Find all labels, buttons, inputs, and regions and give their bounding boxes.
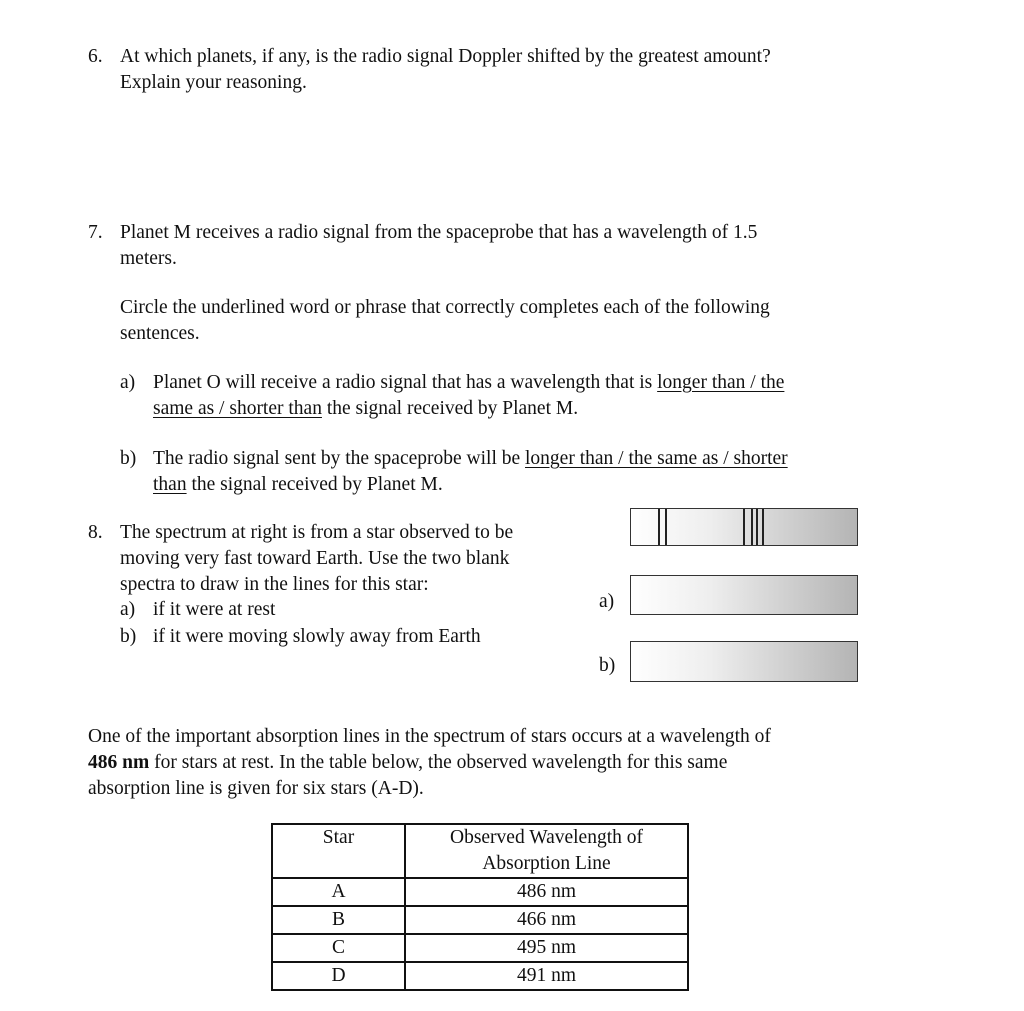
table-row bbox=[272, 878, 688, 906]
header-wavelength bbox=[405, 824, 688, 878]
wavelength-cell: 486 nm bbox=[405, 878, 688, 906]
sub-label: a) bbox=[120, 599, 136, 620]
sub-item-text: if it were at rest bbox=[153, 599, 276, 620]
star-cell: C bbox=[272, 934, 405, 962]
instruction-line: Circle the underlined word or phrase that correctly completes each of the following bbox=[120, 297, 770, 318]
sentence-line bbox=[153, 396, 578, 422]
answer-choices[interactable]: longer than / the bbox=[657, 372, 785, 393]
sub-label: b) bbox=[120, 626, 137, 647]
question-text-line: meters. bbox=[120, 248, 177, 269]
blank-spectrum-a[interactable] bbox=[630, 575, 858, 615]
question-text-line: The spectrum at right is from a star observed to be bbox=[120, 522, 514, 543]
intro-line: One of the important absorption lines in the spectrum of stars occurs at a wavelength of bbox=[88, 726, 771, 747]
header-star-label: Star bbox=[322, 827, 355, 848]
question-number: 7. bbox=[88, 222, 103, 243]
table-row bbox=[272, 934, 688, 962]
question-text-line: Explain your reasoning. bbox=[120, 72, 307, 93]
absorption-line bbox=[762, 509, 764, 545]
absorption-line bbox=[756, 509, 758, 545]
intro-line: absorption line is given for six stars (A-D). bbox=[88, 778, 424, 799]
wavelength-cell: 491 nm bbox=[405, 962, 688, 990]
sentence-line bbox=[153, 472, 443, 498]
intro-line bbox=[88, 750, 727, 776]
sub-item-text: if it were moving slowly away from Earth bbox=[153, 626, 481, 647]
question-text-line: moving very fast toward Earth. Use the two blank bbox=[120, 548, 510, 569]
blank-spectrum-b[interactable] bbox=[630, 641, 858, 682]
absorption-line bbox=[665, 509, 667, 545]
answer-choices[interactable]: than bbox=[153, 474, 187, 495]
intro-text: for stars at rest. In the table below, the observed wavelength for this same bbox=[149, 752, 728, 773]
observed-spectrum bbox=[630, 508, 858, 546]
header-wavelength-line1: Observed Wavelength of bbox=[449, 827, 643, 848]
absorption-line bbox=[743, 509, 745, 545]
question-number: 8. bbox=[88, 522, 103, 543]
sub-label: b) bbox=[120, 448, 137, 469]
star-cell: D bbox=[272, 962, 405, 990]
sentence-line bbox=[153, 370, 784, 396]
star-cell: A bbox=[272, 878, 405, 906]
sentence-text: The radio signal sent by the spaceprobe will be bbox=[153, 448, 526, 469]
table-header-row bbox=[272, 824, 688, 878]
question-number: 6. bbox=[88, 46, 103, 67]
absorption-line bbox=[751, 509, 753, 545]
sub-label: a) bbox=[120, 372, 136, 393]
question-text-line: Planet M receives a radio signal from the spaceprobe that has a wavelength of 1.5 bbox=[120, 222, 758, 243]
answer-choices[interactable]: longer than / the same as / shorter bbox=[525, 448, 788, 469]
rest-wavelength: 486 nm bbox=[88, 752, 150, 773]
spectrum-a-label: a) bbox=[599, 591, 615, 612]
header-wavelength-line2: Absorption Line bbox=[482, 853, 611, 874]
spectrum-b-label: b) bbox=[599, 655, 616, 676]
wavelength-table bbox=[271, 823, 689, 991]
wavelength-cell: 466 nm bbox=[405, 906, 688, 934]
sentence-text: the signal received by Planet M. bbox=[321, 398, 579, 419]
sentence-text: Planet O will receive a radio signal that has a wavelength that is bbox=[153, 372, 658, 393]
header-star bbox=[272, 824, 405, 878]
sentence-text: the signal received by Planet M. bbox=[186, 474, 443, 495]
answer-choices[interactable]: same as / shorter than bbox=[153, 398, 322, 419]
question-text-line: At which planets, if any, is the radio signal Doppler shifted by the greatest amount? bbox=[120, 46, 771, 67]
star-cell: B bbox=[272, 906, 405, 934]
instruction-line: sentences. bbox=[120, 323, 200, 344]
wavelength-cell: 495 nm bbox=[405, 934, 688, 962]
question-text-line: spectra to draw in the lines for this star: bbox=[120, 574, 429, 595]
table-row bbox=[272, 906, 688, 934]
absorption-line bbox=[658, 509, 660, 545]
sentence-line bbox=[153, 446, 788, 472]
table-row bbox=[272, 962, 688, 990]
